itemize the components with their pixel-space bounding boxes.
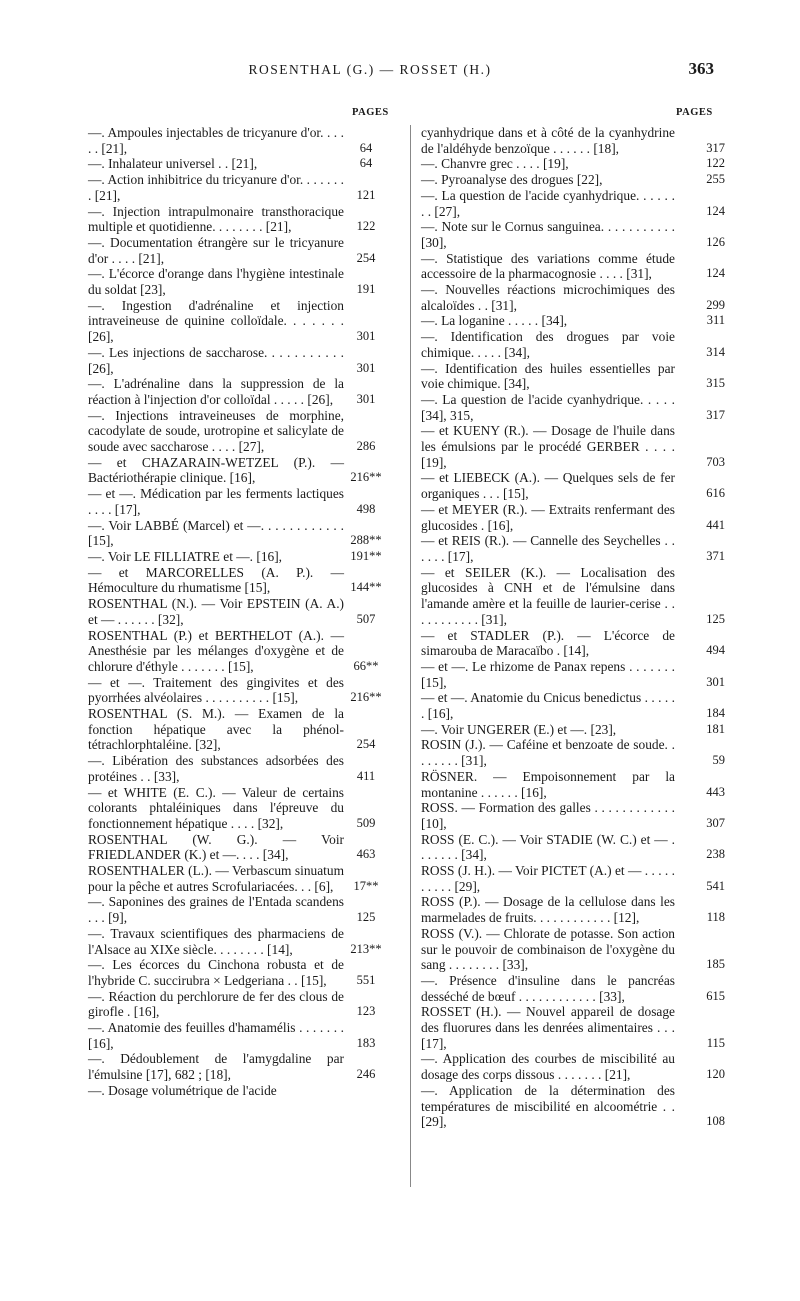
index-entry — [88, 1020, 388, 1051]
entry-page-number: 371 — [706, 548, 725, 563]
entry-text: — et REIS (R.). — Cannelle des Seychelles . . . . . . [17], — [421, 533, 675, 564]
entry-text: —. Inhalateur universel . . [21], — [88, 156, 258, 172]
index-entry — [88, 894, 388, 925]
entry-text: —. Identification des drogues par voie chimique. . . . . [34], — [421, 329, 675, 360]
index-entry — [421, 973, 725, 1004]
entry-page-number: 299 — [706, 297, 725, 312]
index-entry — [421, 737, 725, 768]
entry-page-number: 59 — [712, 753, 725, 768]
entry-page-number: 125 — [706, 611, 725, 626]
index-entry — [421, 313, 725, 329]
entry-text: RÖSNER. — Empoisonnement par la montanine . . . . . . [16], — [421, 768, 675, 800]
index-entry — [88, 753, 388, 784]
entry-text: —. Travaux scientifiques des pharmaciens de l'Alsace au XIXe siècle. . . . . . . . [14], — [88, 925, 344, 957]
index-entry — [88, 628, 388, 675]
entry-page-number: 246 — [356, 1067, 376, 1082]
entry-page-number: 254 — [356, 250, 376, 265]
entry-page-number: 703 — [706, 454, 725, 469]
entry-page-number: 216** — [350, 470, 382, 485]
entry-page-number: 213** — [350, 941, 382, 956]
entry-text: ROSS. — Formation des galles . . . . . . . . . . . . [10], — [421, 800, 675, 831]
entry-text: —. Dosage volumétrique de l'acide — [88, 1082, 277, 1098]
entry-page-number: 144** — [350, 580, 382, 595]
index-entry — [421, 690, 725, 721]
index-entry — [421, 172, 725, 188]
entry-text: —. Application de la détermination des températures de miscibilité en alcoométrie . . [29], — [421, 1082, 675, 1130]
entry-page-number: 126 — [706, 234, 725, 249]
entry-page-number: 443 — [706, 784, 725, 799]
index-entry — [421, 894, 725, 925]
index-entry — [88, 345, 388, 376]
page-header — [0, 59, 800, 86]
index-entry — [421, 628, 725, 659]
entry-page-number: 541 — [706, 878, 725, 893]
entry-page-number: 183 — [356, 1035, 376, 1050]
index-entry — [421, 533, 725, 564]
entry-page-number: 551 — [356, 972, 376, 987]
entry-text: —. La question de l'acide cyanhydrique. . . . . [34], 315, — [421, 391, 675, 423]
entry-text: — et LIEBECK (A.). — Quelques sels de fer organiques . . . [15], — [421, 470, 675, 502]
index-entry — [421, 470, 725, 501]
entry-page-number: 615 — [706, 988, 725, 1003]
entry-page-number: 120 — [706, 1067, 725, 1082]
entry-text: —. Réaction du perchlorure de fer des clous de girofle . [16], — [88, 988, 344, 1020]
entry-text: — et WHITE (E. C.). — Valeur de certains colorants phtaléiniques dans l'épreuve du fonctionnement hépatique . . . . [32], — [88, 784, 344, 831]
entry-page-number: 118 — [706, 910, 725, 925]
entry-text: —. Ingestion d'adrénaline et injection intraveineuse de quinine colloïdale. . . . . . . [26], — [88, 297, 344, 345]
index-entry — [88, 125, 388, 156]
index-entry — [88, 204, 388, 235]
entry-page-number: 315 — [706, 376, 725, 391]
entry-text: —. Application des courbes de miscibilité au dosage des corps dissous . . . . . . . [21], — [421, 1051, 675, 1083]
entry-page-number: 17** — [353, 878, 379, 893]
entry-page-number: 66** — [353, 658, 379, 673]
index-entry — [421, 1004, 725, 1051]
entry-text: ROSS (P.). — Dosage de la cellulose dans les marmelades de fruits. . . . . . . . . . . . [12], — [421, 894, 675, 926]
entry-text: —. Les injections de saccharose. . . . . . . . . . . [26], — [88, 344, 344, 376]
entry-page-number: 463 — [356, 847, 376, 862]
entry-page-number: 216** — [350, 690, 382, 705]
index-entry — [421, 502, 725, 533]
left-column — [88, 125, 388, 1099]
index-entry — [421, 769, 725, 800]
index-entry — [88, 596, 388, 627]
entry-page-number: 314 — [706, 344, 725, 359]
entry-page-number: 108 — [706, 1114, 725, 1129]
index-entry — [88, 706, 388, 753]
entry-page-number: 498 — [356, 501, 376, 516]
index-entry — [421, 392, 725, 423]
entry-page-number: 411 — [356, 768, 376, 783]
index-entry — [421, 329, 725, 360]
index-entry — [421, 926, 725, 973]
entry-page-number: 238 — [706, 847, 725, 862]
index-entry — [88, 156, 388, 172]
index-entry — [88, 1051, 388, 1082]
index-entry — [421, 863, 725, 894]
entry-text: — et MEYER (R.). — Extraits renfermant des glucosides . [16], — [421, 501, 675, 533]
entry-text: ROSIN (J.). — Caféine et benzoate de soude. . . . . . . . [31], — [421, 737, 675, 769]
entry-text: — et MARCORELLES (A. P.). — Hémoculture du rhumatisme [15], — [88, 564, 344, 596]
entry-page-number: 124 — [706, 203, 725, 218]
right-column — [410, 125, 725, 1187]
index-entry — [88, 408, 388, 455]
index-entry — [88, 1083, 388, 1099]
entry-text: ROSSET (H.). — Nouvel appareil de dosage des fluorures dans les denrées alimentaires . . . [17], — [421, 1004, 675, 1051]
entry-text: ROSS (V.). — Chlorate de potasse. Son action sur le pouvoir de combinaison de l'oxygène du sang . . . . . . . . [33], — [421, 925, 675, 973]
entry-page-number: 123 — [356, 1004, 376, 1019]
entry-page-number: 185 — [706, 957, 725, 972]
entry-page-number: 184 — [706, 706, 725, 721]
entry-page-number: 124 — [706, 266, 725, 281]
entry-text: —. Les écorces du Cinchona robusta et de l'hybride C. succirubra × Ledgeriana . . [15], — [88, 957, 344, 988]
entry-text: ROSENTHALER (L.). — Verbascum sinuatum pour la pêche et autres Scrofulariacées. . . [6], — [88, 863, 344, 894]
index-entry — [88, 957, 388, 988]
entry-text: ROSENTHAL (N.). — Voir EPSTEIN (A. A.) et — . . . . . . [32], — [88, 596, 344, 627]
index-entry — [88, 235, 388, 266]
index-entry — [421, 423, 725, 470]
entry-page-number: 317 — [706, 407, 725, 422]
entry-page-number: 494 — [706, 643, 725, 658]
index-entry — [88, 486, 388, 517]
entry-text: —. Voir LABBÉ (Marcel) et —. . . . . . . . . . . . [15], — [88, 517, 344, 549]
entry-page-number: 301 — [356, 391, 376, 406]
entry-page-number: 121 — [356, 187, 376, 202]
entry-text: ROSENTHAL (P.) et BERTHELOT (A.). — Anesthésie par les mélanges d'oxygène et de chlorure d'éthyle . . . . . . . [15], — [88, 627, 344, 674]
entry-text: — et —. Le rhizome de Panax repens . . . . . . . [15], — [421, 658, 675, 690]
index-entry — [88, 376, 388, 407]
index-entry — [421, 565, 725, 628]
entry-page-number: 441 — [706, 517, 725, 532]
entry-page-number: 286 — [356, 439, 376, 454]
index-entry — [421, 800, 725, 831]
entry-page-number: 301 — [356, 329, 376, 344]
entry-text: —. Ampoules injectables de tricyanure d'or. . . . . . [21], — [88, 125, 344, 156]
entry-text: ROSS (J. H.). — Voir PICTET (A.) et — . . . . . . . . . . [29], — [421, 863, 675, 894]
entry-page-number: 191 — [356, 282, 376, 297]
entry-text: —. Note sur le Cornus sanguinea. . . . . . . . . . . [30], — [421, 219, 675, 250]
entry-text: — et CHAZARAIN-WETZEL (P.). — Bactériothérapie clinique. [16], — [88, 454, 344, 486]
index-entry — [88, 455, 388, 486]
entry-page-number: 317 — [706, 140, 725, 155]
entry-text: —. Libération des substances adsorbées des protéines . . [33], — [88, 753, 344, 784]
entry-text: — et —. Anatomie du Cnicus benedictus . . . . . . [16], — [421, 690, 675, 722]
index-entry — [88, 863, 388, 894]
entry-text: —. Identification des huiles essentielles par voie chimique. [34], — [421, 360, 675, 392]
entry-page-number: 122 — [706, 156, 725, 171]
index-entry — [88, 926, 388, 957]
entry-page-number: 181 — [706, 721, 725, 736]
entry-page-number: 191** — [350, 548, 382, 563]
entry-text: —. Anatomie des feuilles d'hamamélis . . . . . . . [16], — [88, 1020, 344, 1051]
entry-page-number: 115 — [706, 1035, 725, 1050]
pages-column-label-left: PAGES — [352, 107, 389, 118]
entry-text: —. Injections intraveineuses de morphine, cacodylate de soude, urotropine et salicylate de soude avec saccharose . . . . [27], — [88, 407, 344, 455]
entry-text: — et SEILER (K.). — Localisation des glucosides à CNH et de l'émulsine dans l'amande amère et la feuille de laurier-cerise . . . . . . . . . . . [31], — [421, 564, 675, 627]
entry-page-number: 255 — [706, 172, 725, 187]
entry-text: —. Statistique des variations comme étude accessoire de la pharmacognosie . . . . [31], — [421, 250, 675, 282]
index-entry — [421, 282, 725, 313]
running-head: ROSENTHAL (G.) — ROSSET (H.) — [248, 62, 492, 77]
index-entry — [88, 549, 388, 565]
index-entry — [421, 1083, 725, 1130]
entry-text: —. Chanvre grec . . . . [19], — [421, 156, 569, 172]
index-entry — [421, 722, 725, 738]
entry-page-number: 509 — [356, 815, 376, 830]
entry-text: —. Action inhibitrice du tricyanure d'or. . . . . . . . [21], — [88, 172, 344, 203]
index-entry — [88, 675, 388, 706]
entry-text: — et —. Médication par les ferments lactiques . . . . [17], — [88, 486, 344, 517]
entry-page-number: 301 — [706, 674, 725, 689]
entry-text: —. La question de l'acide cyanhydrique. . . . . . . . [27], — [421, 187, 675, 219]
entry-text: —. Saponines des graines de l'Entada scandens . . . [9], — [88, 894, 344, 926]
entry-page-number: 288** — [350, 533, 382, 548]
entry-text: —. Injection intrapulmonaire transthoracique multiple et quotidienne. . . . . . . . [21], — [88, 203, 344, 235]
entry-text: —. Voir UNGERER (E.) et —. [23], — [421, 721, 617, 737]
index-entry — [421, 361, 725, 392]
index-entry — [88, 989, 388, 1020]
entry-text: —. Dédoublement de l'amygdaline par l'émulsine [17], 682 ; [18], — [88, 1051, 344, 1083]
entry-page-number: 307 — [706, 815, 725, 830]
entry-page-number: 311 — [706, 313, 725, 328]
entry-text: —. L'écorce d'orange dans l'hygiène intestinale du soldat [23], — [88, 266, 344, 298]
index-entry — [421, 832, 725, 863]
index-entry — [88, 565, 388, 596]
entry-text: —. Documentation étrangère sur le tricyanure d'or . . . . [21], — [88, 234, 344, 266]
index-entry — [88, 172, 388, 203]
entry-page-number: 301 — [356, 360, 376, 375]
index-entry — [421, 251, 725, 282]
entry-page-number: 125 — [356, 910, 376, 925]
entry-page-number: 507 — [356, 611, 376, 626]
entry-page-number: 616 — [706, 486, 725, 501]
pages-column-label-right: PAGES — [676, 107, 713, 118]
entry-text: —. Présence d'insuline dans le pancréas desséché de bœuf . . . . . . . . . . . . [33], — [421, 972, 675, 1004]
index-entry — [88, 298, 388, 345]
index-entry — [421, 219, 725, 250]
entry-text: —. Pyroanalyse des drogues [22], — [421, 172, 603, 188]
entry-text: ROSS (E. C.). — Voir STADIE (W. C.) et — . . . . . . . [34], — [421, 831, 675, 863]
entry-page-number: 254 — [356, 737, 376, 752]
index-entry — [88, 832, 388, 863]
entry-text: — et STADLER (P.). — L'écorce de simarouba de Maracaïbo . [14], — [421, 627, 675, 659]
entry-text: — et KUENY (R.). — Dosage de l'huile dans les émulsions par le procédé GERBER . . . . [19], — [421, 423, 675, 470]
entry-text: —. La loganine . . . . . [34], — [421, 313, 568, 329]
index-entry — [421, 659, 725, 690]
index-entry — [88, 518, 388, 549]
entry-text: —. Voir LE FILLIATRE et —. [16], — [88, 548, 283, 564]
entry-text: cyanhydrique dans et à côté de la cyanhydrine de l'aldéhyde benzoïque . . . . . . [18], — [421, 125, 675, 156]
entry-page-number: 122 — [356, 219, 376, 234]
entry-text: ROSENTHAL (W. G.). — Voir FRIEDLANDER (K.) et —. . . . [34], — [88, 831, 344, 863]
index-entry — [421, 1051, 725, 1082]
index-entry — [88, 785, 388, 832]
entry-text: —. L'adrénaline dans la suppression de la réaction à l'injection d'or colloïdal . . . . . [26], — [88, 376, 344, 407]
entry-text: ROSENTHAL (S. M.). — Examen de la fonction hépatique avec la phénol-tétrachlorphtaléine. [32], — [88, 706, 344, 753]
page-number: 363 — [688, 59, 714, 78]
entry-page-number: 64 — [359, 140, 373, 155]
index-entry — [421, 188, 725, 219]
index-entry — [421, 156, 725, 172]
entry-text: —. Nouvelles réactions microchimiques des alcaloïdes . . [31], — [421, 282, 675, 313]
entry-text: — et —. Traitement des gingivites et des pyorrhées alvéolaires . . . . . . . . . . [15], — [88, 674, 344, 706]
index-entry — [88, 266, 388, 297]
index-entry — [421, 125, 725, 156]
entry-page-number: 64 — [359, 156, 373, 171]
